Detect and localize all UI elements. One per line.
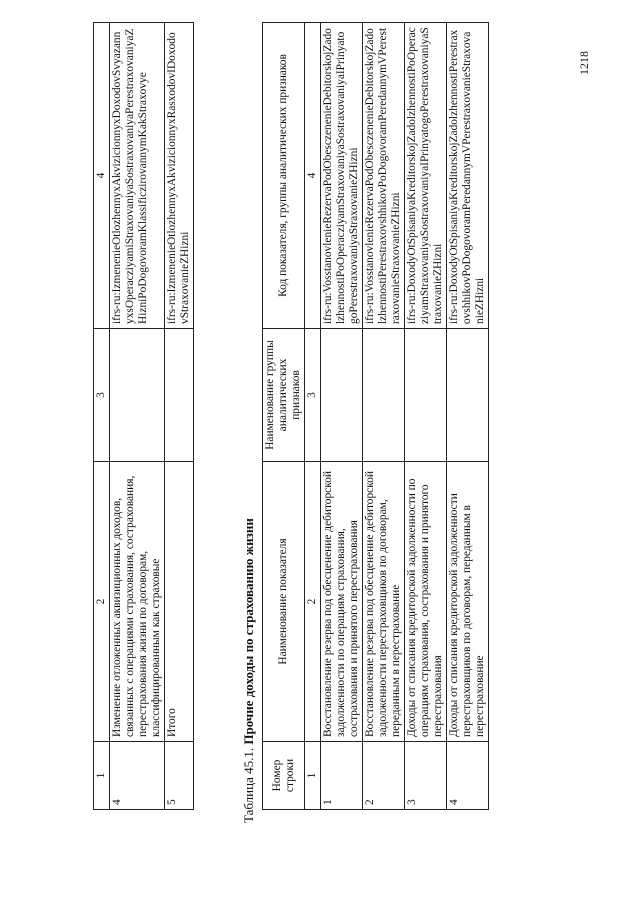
table-row <box>405 23 447 810</box>
indicator-name: Доходы от списания кредиторской задолженности по операциям страхования, сострахования и принятого перестрахования <box>405 462 447 742</box>
group-name <box>321 329 363 462</box>
table-row <box>363 23 405 810</box>
row-number: 5 <box>165 742 194 810</box>
group-name <box>447 329 489 462</box>
col-number: 3 <box>94 329 110 462</box>
column-number-row <box>94 23 110 810</box>
indicator-name: Доходы от списания кредиторской задолженности перестраховщиков по договорам, переданным в перестрахование <box>447 462 489 742</box>
col-number: 2 <box>94 462 110 742</box>
col-number: 1 <box>94 742 110 810</box>
indicator-code: ifrs-ru:VosstanovlenieRezervaPodObesczenenieDebitorskojZadolzhennostiPoOperacziyamStraxovaniyaSostraxovaniyaIPrinyatogoPerestraxovaniyaStraxovanieZHizni <box>321 23 363 329</box>
indicator-code: ifrs-ru:DoxodyOtSpisaniyaKreditorskojZadolzhennostiPoOperacziyamStraxovaniyaSostraxovaniyaIPrinyatogoPerestraxovaniyaStraxovanieZHizni <box>405 23 447 329</box>
row-number: 4 <box>447 742 489 810</box>
header-row-number: Номер строки <box>263 742 305 810</box>
row-number: 1 <box>321 742 363 810</box>
indicator-code: ifrs-ru:IzmenenieOtlozhennyxAkvizicionnyxRasxodovIDoxodovStraxovanieZHizni <box>165 23 194 329</box>
header-group-name: Наименование группы аналитических признаков <box>263 329 305 462</box>
indicator-name: Восстановление резерва под обесценение дебиторской задолженности перестраховщиков по договорам, переданным в перестрахование <box>363 462 405 742</box>
page-number: 1218 <box>577 51 591 75</box>
top-table <box>93 22 194 810</box>
col-number: 2 <box>305 462 321 742</box>
main-table <box>262 22 489 810</box>
column-number-row <box>305 23 321 810</box>
row-number: 2 <box>363 742 405 810</box>
table-row <box>447 23 489 810</box>
group-name <box>363 329 405 462</box>
caption-prefix: Таблица 45.1. <box>241 747 256 823</box>
col-number: 1 <box>305 742 321 810</box>
indicator-code: ifrs-ru:VosstanovlenieRezervaPodObesczenenieDebitorskojZadolzhennostiPerestraxovshhikovPoDogovoramPeredannymVPerestraxovanieStraxovanieZHizni <box>363 23 405 329</box>
table-row <box>165 23 194 810</box>
header-indicator-code: Код показателя, группы аналитических признаков <box>263 23 305 329</box>
indicator-name: Изменение отложенных аквизиционных доходов, связанных с операциями страхования, сострахования, перестрахования жизни по договорам, классифицированным как страховые <box>110 462 165 742</box>
table-row <box>321 23 363 810</box>
group-name <box>165 329 194 462</box>
col-number: 3 <box>305 329 321 462</box>
row-number: 3 <box>405 742 447 810</box>
header-row <box>263 23 305 810</box>
group-name <box>110 329 165 462</box>
indicator-code: ifrs-ru:IzmenenieOtlozhennyxAkvizicionnyxDoxodovSvyazannyxsOperacziyamiStraxovaniyaSostraxovaniyaPerestraxovaniyaZHizniPoDogovoramKlassificzirovannymKakStraxovye <box>110 23 165 329</box>
col-number: 4 <box>94 23 110 329</box>
table-caption <box>241 518 257 823</box>
header-indicator-name: Наименование показателя <box>263 462 305 742</box>
col-number: 4 <box>305 23 321 329</box>
group-name <box>405 329 447 462</box>
caption-title: Прочие доходы по страхованию жизни <box>241 518 256 745</box>
indicator-code: ifrs-ru:DoxodyOtSpisaniyaKreditorskojZadolzhennostiPerestraxovshhikovPoDogovoramPeredannymVPerestraxovanieStraxovanieZHizni <box>447 23 489 329</box>
table-row <box>110 23 165 810</box>
row-number: 4 <box>110 742 165 810</box>
indicator-name: Восстановление резерва под обесценение дебиторской задолженности по операциям страхования, сострахования и принятого перестрахования <box>321 462 363 742</box>
indicator-name: Итого <box>165 462 194 742</box>
